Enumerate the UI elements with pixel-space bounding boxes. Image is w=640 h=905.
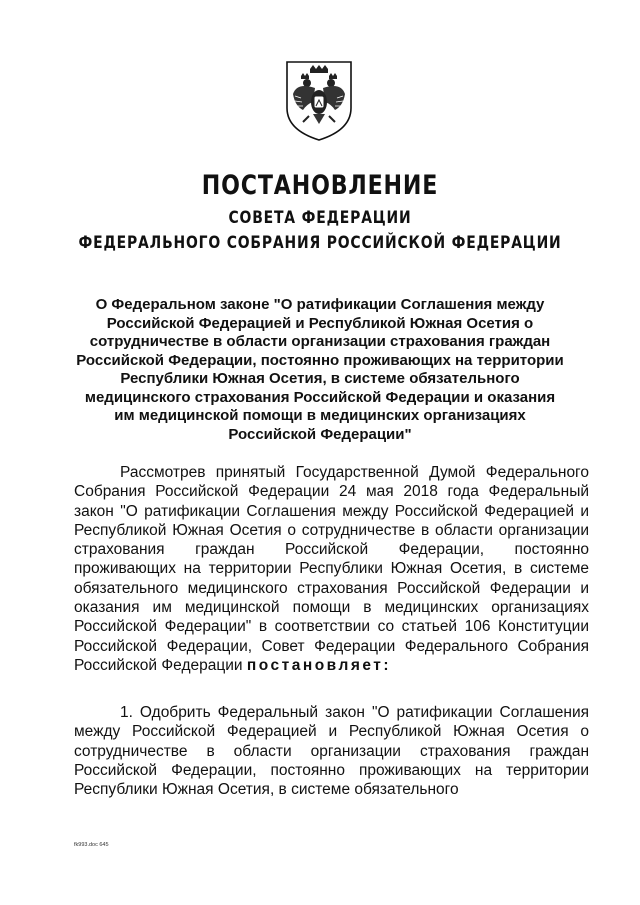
issuer-line-1: СОВЕТА ФЕДЕРАЦИИ [228,208,412,228]
file-code: fk993.doc 645 [74,842,109,848]
preamble-paragraph [74,463,589,675]
decree-word: постановляет: [246,656,392,674]
issuer-line-2: ФЕДЕРАЛЬНОГО СОБРАНИЯ РОССИЙСКОЙ ФЕДЕРАЦИИ [78,233,562,253]
page-title: ПОСТАНОВЛЕНИЕ [201,170,439,201]
preamble-text: Рассмотрев принятый Государственной Думой Федерального Собрания Российской Федерации 24 мая 2018 года Федеральный закон "О ратификации Соглашения между Российской Федерацией и Республикой Южная Осетия о сотрудничестве в области организации страхования граждан Российской Федерации, постоянно проживающих на территории Республики Южная Осетия, в системе обязательного медицинского страхования Российской Федерации и оказания им медицинской помощи в медицинских организациях Российской Федерации" в соответствии со статьей 106 Конституции Российской Федерации, Совет Федерации Федерального Собрания Российской Федерации [74,464,589,674]
russian-coat-of-arms-icon [283,60,355,142]
clause-1-paragraph: 1. Одобрить Федеральный закон "О ратификации Соглашения между Российской Федерацией и Республикой Южная Осетия о сотрудничестве в области организации страхования граждан Российской Федерации, постоянно проживающих на территории Республики Южная Осетия, в системе обязательного [74,704,589,799]
document-subject: О Федеральном законе "О ратификации Соглашения между Российской Федерацией и Республикой Южная Осетия о сотрудничестве в области организации страхования граждан Российской Федерации, постоянно проживающих на территории Республики Южная Осетия, в системе обязательного медицинского страхования Российской Федерации и оказания им медицинской помощи в медицинских организациях Российской Федерации" [76,296,564,443]
